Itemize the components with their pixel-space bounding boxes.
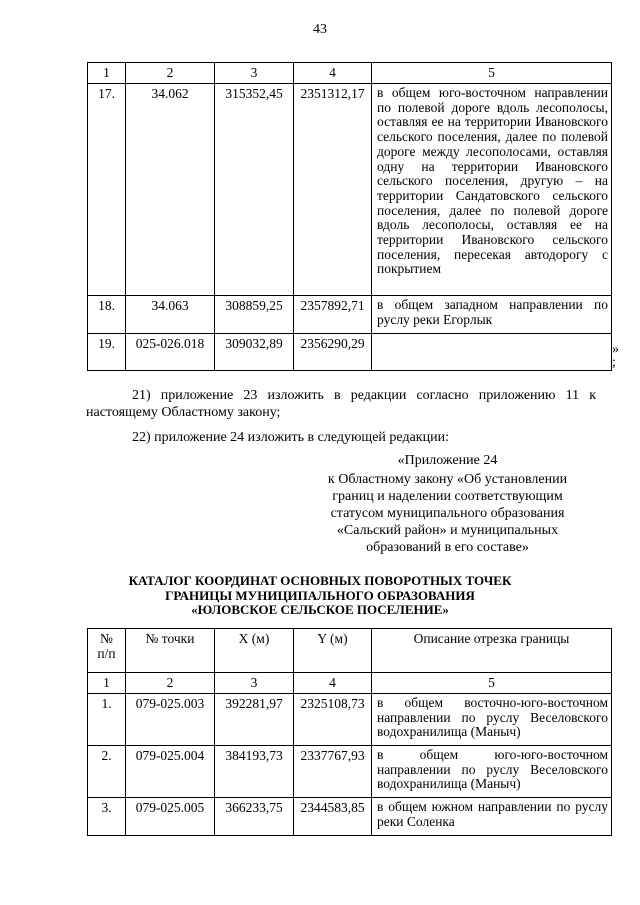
x-coordinate: 315352,45 [215, 84, 294, 296]
point-number: 079-025.003 [126, 694, 215, 746]
row-number: 1. [88, 694, 126, 746]
segment-description [372, 334, 612, 371]
row-number: 3. [88, 798, 126, 836]
point-number: 34.062 [126, 84, 215, 296]
catalog-title-line-2: ГРАНИЦЫ МУНИЦИПАЛЬНОГО ОБРАЗОВАНИЯ [165, 587, 475, 603]
coordinates-table [87, 628, 612, 836]
x-coordinate: 309032,89 [215, 334, 294, 371]
header-x: X (м) [215, 629, 294, 673]
col-num-2: 2 [126, 673, 215, 694]
catalog-title-line-1: КАТАЛОГ КООРДИНАТ ОСНОВНЫХ ПОВОРОТНЫХ ТОЧЕК [128, 573, 512, 588]
page-number: 43 [313, 22, 327, 37]
table-row [88, 694, 612, 746]
point-number: 025-026.018 [126, 334, 215, 371]
segment-description: в общем юго-юго-восточном направлении по руслу Веселовского водохранилища (Маныч) [372, 746, 612, 798]
col-num-1: 1 [88, 63, 126, 84]
table-row [88, 798, 612, 836]
header-num: № п/п [88, 629, 126, 673]
segment-description: в общем юго-восточном направлении по полевой дороге вдоль лесополосы, оставляя ее на территории Ивановского сельского поселения, далее по полевой дороге между лесополосами, оставляя одну на территории Ивановского сельского поселения, другую – на территории Сандатовского сельского поселения, далее по полевой дороге вдоль лесополосы, оставляя ее на территории Ивановского сельского поселения, пересекая автодорогу с покрытием [372, 84, 612, 296]
col-num-2: 2 [126, 63, 215, 84]
header-point: № точки [126, 629, 215, 673]
table-row [88, 334, 612, 371]
point-number: 079-025.005 [126, 798, 215, 836]
x-coordinate: 384193,73 [215, 746, 294, 798]
row-number: 18. [88, 296, 126, 334]
col-num-4: 4 [294, 673, 372, 694]
column-number-row [88, 673, 612, 694]
x-coordinate: 308859,25 [215, 296, 294, 334]
y-coordinate: 2344583,85 [294, 798, 372, 836]
appendix-title: «Приложение 24 [397, 453, 498, 468]
column-number-row [88, 63, 612, 84]
col-num-3: 3 [215, 63, 294, 84]
x-coordinate: 366233,75 [215, 798, 294, 836]
col-num-1: 1 [88, 673, 126, 694]
row-number: 17. [88, 84, 126, 296]
segment-description: в общем южном направлении по руслу реки Соленка [372, 798, 612, 836]
y-coordinate: 2337767,93 [294, 746, 372, 798]
row-number: 2. [88, 746, 126, 798]
header-y: Y (м) [294, 629, 372, 673]
paragraph-21: 21) приложение 23 изложить в редакции согласно приложению 11 к настоящему Областному закону; [86, 388, 596, 420]
col-num-4: 4 [294, 63, 372, 84]
paragraph-22: 22) приложение 24 изложить в следующей редакции: [132, 430, 449, 445]
point-number: 079-025.004 [126, 746, 215, 798]
y-coordinate: 2351312,17 [294, 84, 372, 296]
col-num-5: 5 [372, 63, 612, 84]
col-num-3: 3 [215, 673, 294, 694]
col-num-5: 5 [372, 673, 612, 694]
y-coordinate: 2356290,29 [294, 334, 372, 371]
catalog-title [0, 574, 640, 618]
header-row [88, 629, 612, 673]
closing-quote: » ; [612, 342, 619, 370]
catalog-title-line-3: «ЮЛОВСКОЕ СЕЛЬСКОЕ ПОСЕЛЕНИЕ» [191, 602, 449, 617]
row-number: 19. [88, 334, 126, 371]
table-row [88, 746, 612, 798]
appendix-subtitle: к Областному закону «Об установлении границ и наделении соответствующим статусом муниципального образования «Сальский район» и муниципальных образований в его составе» [327, 472, 568, 555]
header-description: Описание отрезка границы [372, 629, 612, 673]
segment-description: в общем восточно-юго-восточном направлении по руслу Веселовского водохранилища (Маныч) [372, 694, 612, 746]
y-coordinate: 2325108,73 [294, 694, 372, 746]
y-coordinate: 2357892,71 [294, 296, 372, 334]
point-number: 34.063 [126, 296, 215, 334]
table-row [88, 84, 612, 296]
table-row [88, 296, 612, 334]
x-coordinate: 392281,97 [215, 694, 294, 746]
continuation-table [87, 62, 612, 371]
segment-description: в общем западном направлении по руслу реки Егорлык [372, 296, 612, 334]
